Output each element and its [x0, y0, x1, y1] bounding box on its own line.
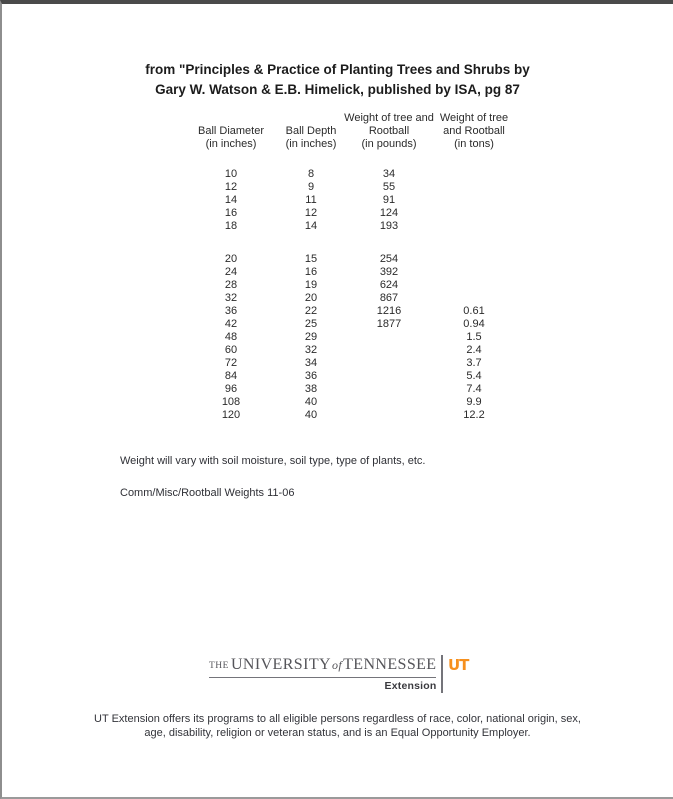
cell-ball-diameter: 32 — [224, 292, 238, 304]
cell-weight-tons — [436, 181, 512, 194]
cell-ball-depth: 38 — [304, 383, 318, 395]
cell-ball-depth: 25 — [304, 318, 318, 330]
table-row — [182, 318, 512, 331]
table-body-group2 — [182, 233, 512, 422]
cell-ball-diameter: 14 — [224, 194, 238, 206]
cell-ball-depth: 14 — [304, 220, 318, 232]
cell-weight-tons: 5.4 — [466, 370, 482, 382]
table-header-row — [182, 112, 512, 151]
cell-weight-pounds: 867 — [379, 292, 399, 304]
cell-weight-tons — [436, 220, 512, 233]
cell-ball-depth: 8 — [307, 168, 315, 180]
eeo-statement — [2, 712, 673, 740]
cell-weight-tons: 1.5 — [466, 331, 482, 343]
cell-weight-pounds: 193 — [379, 220, 399, 232]
cell-weight-pounds: 1216 — [376, 305, 402, 317]
file-reference: Comm/Misc/Rootball Weights 11-06 — [120, 487, 295, 499]
university-of-tennessee-wordmark — [209, 655, 436, 678]
table-row — [182, 220, 512, 233]
cell-weight-tons: 9.9 — [466, 396, 482, 408]
table-row — [182, 279, 512, 292]
eeo-statement-line1: UT Extension offers its programs to all eligible persons regardless of race, color, national origin, sex, — [94, 713, 581, 725]
cell-weight-pounds — [342, 344, 436, 357]
table-row — [182, 383, 512, 396]
cell-weight-pounds — [342, 396, 436, 409]
cell-ball-diameter: 60 — [224, 344, 238, 356]
column-header-weight-pounds: Weight of tree and Rootball (in pounds) — [344, 112, 434, 150]
cell-weight-pounds: 624 — [379, 279, 399, 291]
variability-note: Weight will vary with soil moisture, soil type, type of plants, etc. — [120, 455, 426, 467]
table-body-group1 — [182, 151, 512, 233]
cell-ball-diameter: 84 — [224, 370, 238, 382]
cell-weight-tons: 0.61 — [463, 305, 485, 317]
column-header-ball-depth: Ball Depth (in inches) — [285, 125, 337, 150]
cell-weight-tons: 7.4 — [466, 383, 482, 395]
cell-ball-depth: 19 — [304, 279, 318, 291]
cell-weight-pounds: 34 — [382, 168, 396, 180]
cell-weight-pounds — [342, 370, 436, 383]
table-row — [182, 292, 512, 305]
cell-weight-pounds: 392 — [379, 266, 399, 278]
ut-wordmark-block — [209, 655, 436, 692]
cell-ball-diameter: 108 — [221, 396, 241, 408]
table-row — [182, 357, 512, 370]
cell-weight-pounds — [342, 409, 436, 422]
cell-ball-diameter: 48 — [224, 331, 238, 343]
ut-extension-logo — [209, 655, 468, 693]
cell-ball-depth: 9 — [307, 181, 315, 193]
cell-weight-tons: 0.94 — [463, 318, 485, 330]
cell-weight-pounds: 254 — [379, 253, 399, 265]
cell-weight-pounds: 124 — [379, 207, 399, 219]
wordmark-the: THE — [209, 660, 229, 671]
table-row — [182, 305, 512, 318]
cell-ball-depth: 32 — [304, 344, 318, 356]
source-citation — [2, 60, 673, 100]
cell-ball-depth: 16 — [304, 266, 318, 278]
cell-weight-pounds — [342, 331, 436, 344]
cell-ball-depth: 40 — [304, 396, 318, 408]
cell-ball-diameter: 96 — [224, 383, 238, 395]
cell-weight-tons: 12.2 — [463, 409, 485, 421]
cell-ball-depth: 29 — [304, 331, 318, 343]
cell-ball-diameter: 12 — [224, 181, 238, 193]
extension-label: Extension — [384, 679, 437, 692]
source-citation-line2: Gary W. Watson & E.B. Himelick, published by ISA, pg 87 — [155, 82, 520, 97]
table-row — [182, 370, 512, 383]
cell-ball-diameter: 42 — [224, 318, 238, 330]
cell-weight-pounds — [342, 357, 436, 370]
cell-weight-tons — [436, 194, 512, 207]
wordmark-tennessee: TENNESSEE — [343, 656, 437, 673]
cell-ball-depth: 22 — [304, 305, 318, 317]
cell-weight-pounds: 91 — [382, 194, 396, 206]
source-citation-line1: from "Principles & Practice of Planting Trees and Shrubs by — [145, 62, 530, 77]
cell-ball-depth: 15 — [304, 253, 318, 265]
logo-divider-line — [441, 655, 443, 693]
wordmark-of: of — [331, 658, 343, 672]
cell-weight-tons — [436, 233, 512, 266]
cell-ball-diameter: 20 — [224, 253, 238, 265]
ut-monogram-icon: UT — [447, 656, 469, 674]
cell-weight-pounds: 1877 — [376, 318, 402, 330]
table-row — [182, 181, 512, 194]
cell-ball-depth: 40 — [304, 409, 318, 421]
table-row — [182, 151, 512, 181]
table-row — [182, 396, 512, 409]
cell-ball-diameter: 72 — [224, 357, 238, 369]
cell-weight-tons — [436, 266, 512, 279]
table-row — [182, 266, 512, 279]
cell-weight-tons — [436, 207, 512, 220]
cell-ball-diameter: 28 — [224, 279, 238, 291]
wordmark-university: UNIVERSITY — [230, 656, 331, 673]
cell-ball-depth: 20 — [304, 292, 318, 304]
table-row — [182, 331, 512, 344]
table-header — [182, 112, 512, 151]
cell-weight-tons — [436, 279, 512, 292]
column-header-ball-diameter: Ball Diameter (in inches) — [197, 125, 265, 150]
cell-weight-pounds — [342, 383, 436, 396]
table-row — [182, 207, 512, 220]
cell-ball-diameter: 10 — [224, 168, 238, 180]
table-row — [182, 344, 512, 357]
column-header-weight-tons: Weight of tree and Rootball (in tons) — [439, 112, 509, 150]
cell-weight-tons: 3.7 — [466, 357, 482, 369]
table-row — [182, 233, 512, 266]
cell-ball-depth: 11 — [305, 194, 317, 206]
cell-weight-tons: 2.4 — [466, 344, 482, 356]
cell-ball-depth: 12 — [304, 207, 318, 219]
cell-weight-tons — [436, 151, 512, 181]
table-row — [182, 409, 512, 422]
cell-ball-depth: 34 — [304, 357, 318, 369]
table-row — [182, 194, 512, 207]
rootball-weights-table — [182, 112, 512, 422]
eeo-statement-line2: age, disability, religion or veteran status, and is an Equal Opportunity Employer. — [144, 727, 531, 739]
cell-ball-diameter: 18 — [224, 220, 238, 232]
cell-weight-pounds: 55 — [382, 181, 396, 193]
cell-ball-diameter: 120 — [221, 409, 241, 421]
cell-ball-diameter: 16 — [224, 207, 238, 219]
cell-ball-depth: 36 — [304, 370, 318, 382]
cell-ball-diameter: 36 — [224, 305, 238, 317]
cell-ball-diameter: 24 — [224, 266, 238, 278]
cell-weight-tons — [436, 292, 512, 305]
